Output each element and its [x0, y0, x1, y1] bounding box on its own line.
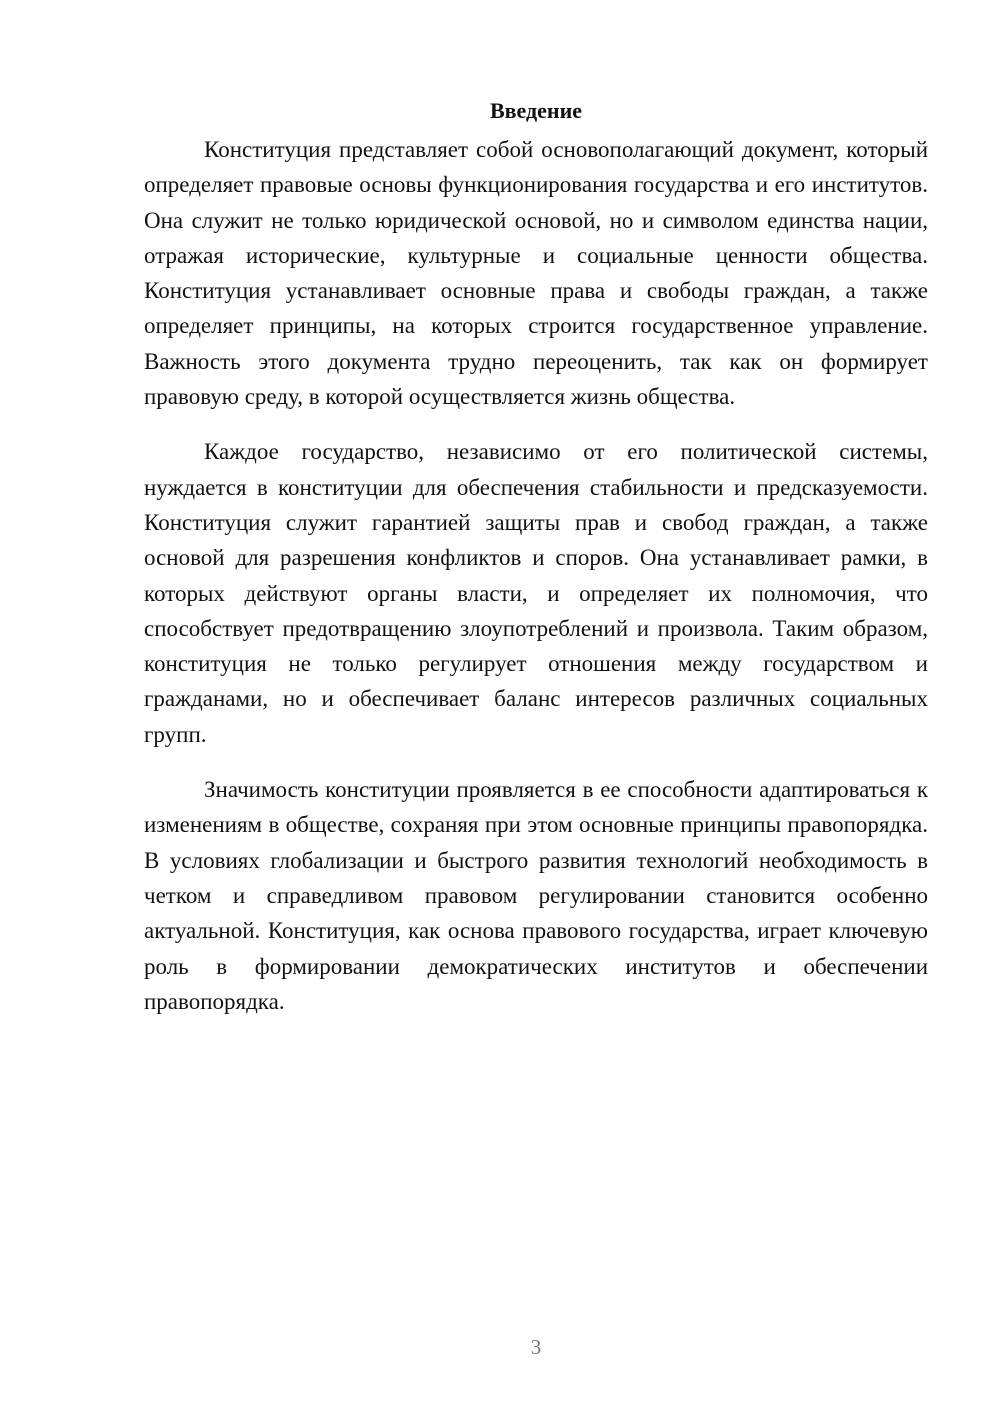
- paragraph-3: Значимость конституции проявляется в ее способности адаптироваться к изменениям в обществе, сохраняя при этом основные принципы правопорядка. В условиях глобализации и быстрого развития технологий необходимость в четком и справедливом правовом регулировании становится особенно актуальной. Конституция, как основа правового государства, играет ключевую роль в формировании демократических институтов и обеспечении правопорядка.: [144, 777, 928, 1014]
- section-heading: Введение: [489, 98, 583, 123]
- page-number: 3: [530, 1335, 542, 1359]
- paragraph-1: Конституция представляет собой основополагающий документ, который определяет правовые основы функционирования государства и его институтов. Она служит не только юридической основой, но и символом единства нации, отражая исторические, культурные и социальные ценности общества. Конституция устанавливает основные права и свободы граждан, а также определяет принципы, на которых строится государственное управление. Важность этого документа трудно переоценить, так как он формирует правовую среду, в которой осуществляется жизнь общества.: [144, 137, 928, 410]
- paragraph-2: Каждое государство, независимо от его политической системы, нуждается в конституции для обеспечения стабильности и предсказуемости. Конституция служит гарантией защиты прав и свобод граждан, а также основой для разрешения конфликтов и споров. Она устанавливает рамки, в которых действуют органы власти, и определяет их полномочия, что способствует предотвращению злоупотреблений и произвола. Таким образом, конституция не только регулирует отношения между государством и гражданами, но и обеспечивает баланс интересов различных социальных групп.: [144, 439, 928, 747]
- page-content: [144, 96, 928, 1039]
